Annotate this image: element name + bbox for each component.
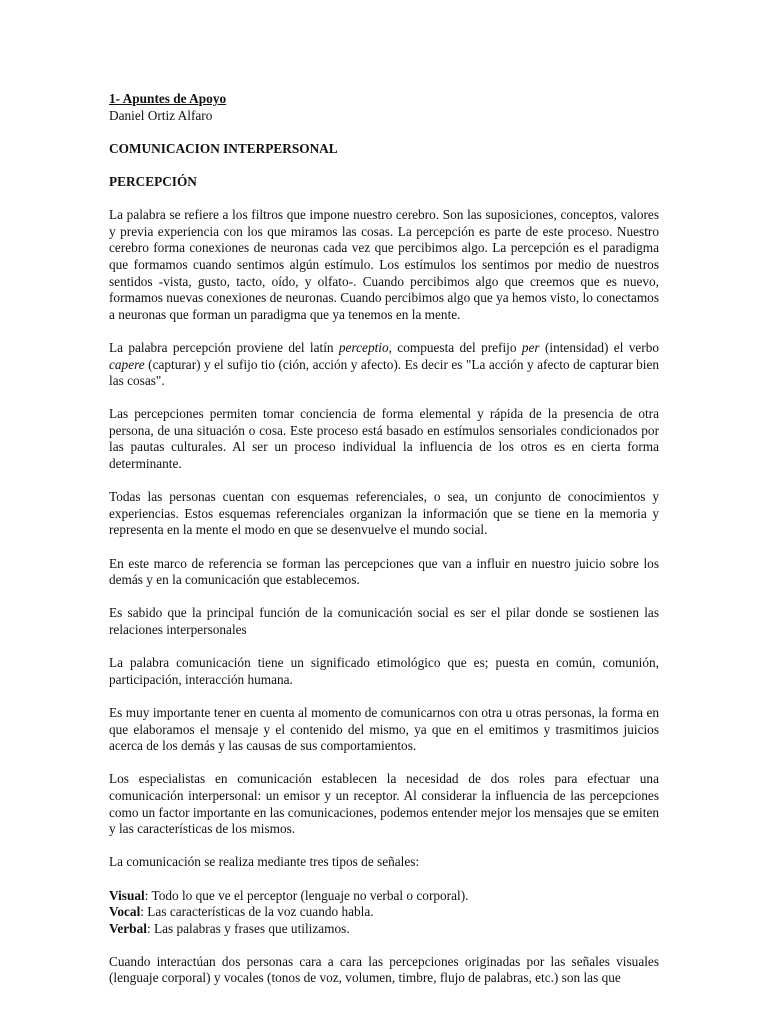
p2-text-2: , compuesta del prefijo — [388, 339, 522, 355]
document-title-block — [109, 91, 659, 124]
signal-item — [109, 921, 350, 936]
signal-item — [109, 888, 468, 903]
paragraph-10: La comunicación se realiza mediante tres tipos de señales: — [109, 854, 420, 870]
document-author: Daniel Ortiz Alfaro — [109, 107, 213, 123]
paragraph-9: Los especialistas en comunicación establecen la necesidad de dos roles para efectuar una comunicación interpersonal: un emisor y un receptor. Al considerar la influencia de las percepciones como un factor importante en las comunicaciones, podemos entender mejor los mensajes que se emiten y las características de los mismos. — [109, 771, 659, 837]
paragraph-4: Todas las personas cuentan con esquemas referenciales, o sea, un conjunto de conocimientos y experiencias. Estos esquemas referenciales organizan la información que se tiene en la memoria y representa en la mente el modo en que se desenvuelve el mundo social. — [109, 489, 659, 538]
p2-italic-per: per — [521, 339, 540, 355]
paragraph-11: Cuando interactúan dos personas cara a cara las percepciones originadas por las señales visuales (lenguaje corporal) y vocales (tonos de voz, volumen, timbre, flujo de palabras, etc.) son las que — [109, 953, 659, 986]
paragraph-5: En este marco de referencia se forman las percepciones que van a influir en nuestro juicio sobre los demás y en la comunicación que establecemos. — [109, 555, 659, 588]
paragraph-6: Es sabido que la principal función de la comunicación social es ser el pilar donde se sostienen las relaciones interpersonales — [109, 605, 659, 637]
signal-desc: : Las palabras y frases que utilizamos. — [146, 920, 350, 936]
signal-term: Visual — [109, 887, 145, 903]
signal-types-list — [109, 888, 659, 938]
section-heading: PERCEPCIÓN — [109, 173, 197, 189]
p2-italic-capere: capere — [109, 356, 145, 372]
p2-text-4: (capturar) y el sufijo tio (ción, acción y afecto). Es decir es "La acción y afecto de capturar bien las cosas". — [109, 356, 659, 389]
main-heading: COMUNICACION INTERPERSONAL — [109, 140, 338, 156]
signal-term: Verbal — [109, 920, 147, 936]
p2-italic-perceptio: perceptio — [338, 339, 389, 355]
p2-text-1: La palabra percepción proviene del latín — [109, 339, 339, 355]
signal-desc: : Las características de la voz cuando habla. — [140, 904, 374, 920]
paragraph-7: La palabra comunicación tiene un significado etimológico que es; puesta en común, comunión, participación, interacción humana. — [109, 655, 659, 687]
paragraph-8: Es muy importante tener en cuenta al momento de comunicarnos con otra u otras personas, la forma en que elaboramos el mensaje y el contenido del mismo, ya que en el emitimos y trasmitimos juicios acerca de los demás y las causas de sus comportamientos. — [109, 704, 659, 754]
document-body — [109, 91, 659, 1004]
paragraph-3: Las percepciones permiten tomar conciencia de forma elemental y rápida de la presencia de otra persona, de una situación o cosa. Este proceso está basado en estímulos sensoriales condicionados por las pautas culturales. Al ser un proceso individual la influencia de los otros es en cierta forma determinante. — [109, 406, 659, 472]
signal-item — [109, 904, 374, 919]
p2-text-3: (intensidad) el verbo — [539, 339, 660, 355]
document-title: 1- Apuntes de Apoyo — [109, 91, 227, 106]
signal-desc: : Todo lo que ve el perceptor (lenguaje no verbal o corporal). — [144, 887, 469, 903]
paragraph-2 — [109, 340, 659, 390]
signal-term: Vocal — [109, 904, 141, 920]
paragraph-1: La palabra se refiere a los filtros que impone nuestro cerebro. Son las suposiciones, conceptos, valores y previa experiencia con los que miramos las cosas. La percepción es parte de este proceso. Nuestro cerebro forma conexiones de neuronas cada vez que percibimos algo. La percepción es el paradigma que formamos cuando sentimos algún estímulo. Los estímulos los sentimos por medio de nuestros sentidos -vista, gusto, tacto, oído, y olfato-. Cuando percibimos algo que creemos que es nuevo, formamos nuevas conexiones de neuronas. Cuando percibimos algo que ya hemos visto, lo conectamos a neuronas que forman un paradigma que ya tenemos en la mente. — [109, 207, 659, 322]
